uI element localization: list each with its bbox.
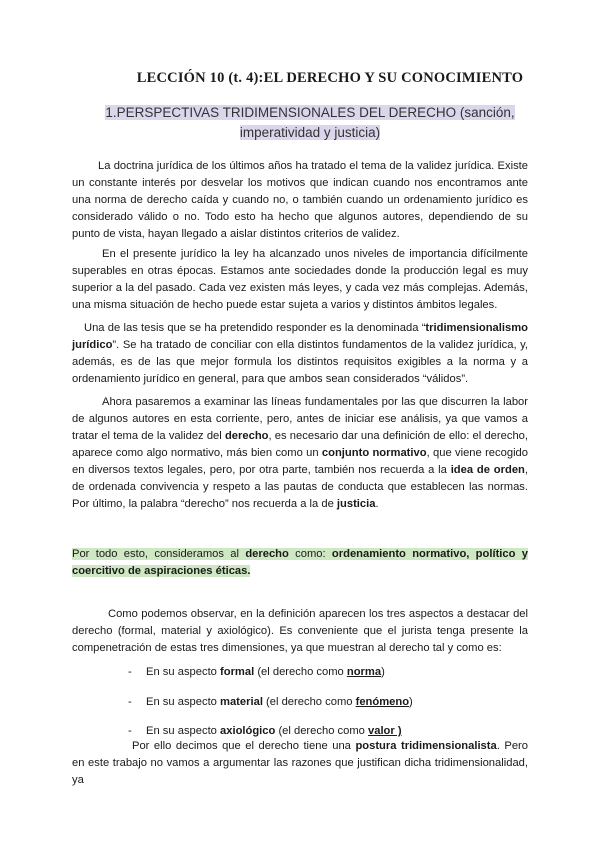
- bullet-bold-formal: formal: [220, 666, 255, 678]
- paragraph-4-text-i: .: [375, 498, 379, 510]
- bullet-bold-axiologico: axiológico: [220, 725, 276, 737]
- bullet-middle: (el derecho como: [275, 725, 368, 737]
- paragraph-4-text-a: Ahora pasaremos a examinar las líneas fundamentales por las que discurren la labor de algunos autores en esta corriente, pero, antes de iniciar ese análisis, ya que vamos a tratar el tema de la validez del: [72, 396, 528, 442]
- definition-statement: ordenamiento normativo, político y coercitivo de aspiraciones éticas.: [72, 548, 528, 577]
- definition-term-derecho: derecho: [245, 548, 289, 560]
- paragraph-4-text-g: , de ordenada convivencia y respeto a las pautas de conducta que establecen las normas. Por último, la palabra “derecho” nos recuerda a la de: [72, 464, 528, 510]
- definition-highlight: [72, 546, 528, 580]
- bullet-prefix: En su aspecto: [146, 666, 221, 678]
- paragraph-1: La doctrina jurídica de los últimos años ha tratado el tema de la validez jurídica. Existe un constante interés por desvelar los motivos que indican cuando nos encontramos ante una norma de derecho caída y cuando no, o también cuando un ordenamiento jurídico es considerado válido o no. Todo esto ha hecho que algunos autores, dependiendo de su punto de vista, hayan llegado a aislar distintos criterios de validez.: [72, 160, 528, 240]
- definition-text-a: Por todo esto, consideramos al: [72, 548, 246, 560]
- bullet-middle: (el derecho como: [254, 666, 347, 678]
- bullet-underline-norma: norma: [346, 666, 382, 678]
- section-heading-line-2: imperatividad y justicia): [239, 125, 381, 140]
- paragraph-3: [72, 320, 528, 388]
- bullet-suffix: ): [409, 696, 413, 708]
- term-postura-tridimensionalista: postura tridimensionalista: [355, 740, 497, 752]
- bullet-dash: -: [128, 696, 132, 708]
- term-derecho: derecho: [224, 430, 269, 442]
- term-conjunto-normativo: conjunto normativo: [321, 447, 427, 459]
- section-heading: [100, 103, 520, 143]
- paragraph-3-text-c: ”. Se ha tratado de conciliar con ella distintos fundamentos de la validez jurídica, y, además, es de las que mejor formula los distintos requisitos exigibles a la norma y a ordenamiento jurídico en general, para que ambos sean considerados “válidos”.: [72, 339, 528, 385]
- section-heading-line-1: 1.PERSPECTIVAS TRIDIMENSIONALES DEL DERECHO (sanción,: [105, 105, 515, 120]
- bullet-dash: -: [128, 666, 132, 678]
- term-tridimensionalismo: tridimensionalismo jurídico: [72, 322, 528, 351]
- paragraph-7-text-c: . Pero en este trabajo no vamos a argumentar las razones que justifican dicha tridimensionalidad, ya: [72, 740, 529, 786]
- paragraph-6: Como podemos observar, en la definición aparecen los tres aspectos a destacar del derecho (formal, material y axiológico). Es conveniente que el jurista tenga presente la compenetración de estas tres dimensiones, ya que muestran al derecho tal y como es:: [72, 608, 528, 654]
- paragraph-2: En el presente jurídico la ley ha alcanzado unos niveles de importancia difícilmente superables en otras épocas. Estamos ante sociedades donde la producción legal es muy superior a la del pasado. Cada vez existen más leyes, y cada vez más complejas. Además, una misma situación de hecho puede estar sujeta a varios y distintos ámbitos legales.: [72, 248, 528, 311]
- paragraph-4-text-e: , que viene recogido en diversos textos legales, pero, por otra parte, también nos recuerda a la: [72, 447, 528, 476]
- paragraph-3-text-a: Una de las tesis que se ha pretendido responder es la denominada “: [84, 322, 426, 334]
- paragraph-7: [72, 738, 528, 789]
- term-idea-de-orden: idea de orden: [450, 464, 525, 476]
- definition-text-c: como:: [288, 548, 332, 560]
- bullet-prefix: En su aspecto: [146, 696, 221, 708]
- lesson-title: LECCIÓN 10 (t. 4):EL DERECHO Y SU CONOCIMIENTO: [136, 70, 524, 86]
- paragraph-7-text-a: Por ello decimos que el derecho tiene una: [132, 740, 356, 752]
- paragraph-4: [72, 394, 528, 513]
- paragraph-4-text-c: , es necesario dar una definición de ello: el derecho, aparece como algo normativo, más bien como un: [72, 430, 528, 459]
- bullet-middle: (el derecho como: [262, 696, 356, 708]
- bullet-underline-fenomeno: fenómeno: [355, 696, 410, 708]
- bullet-dash: -: [128, 725, 132, 737]
- bullet-prefix: En su aspecto: [146, 725, 221, 737]
- bullet-underline-valor: valor ): [368, 725, 402, 737]
- bullet-suffix: ): [381, 666, 385, 678]
- bullet-bold-material: material: [220, 696, 263, 708]
- term-justicia: justicia: [336, 498, 376, 510]
